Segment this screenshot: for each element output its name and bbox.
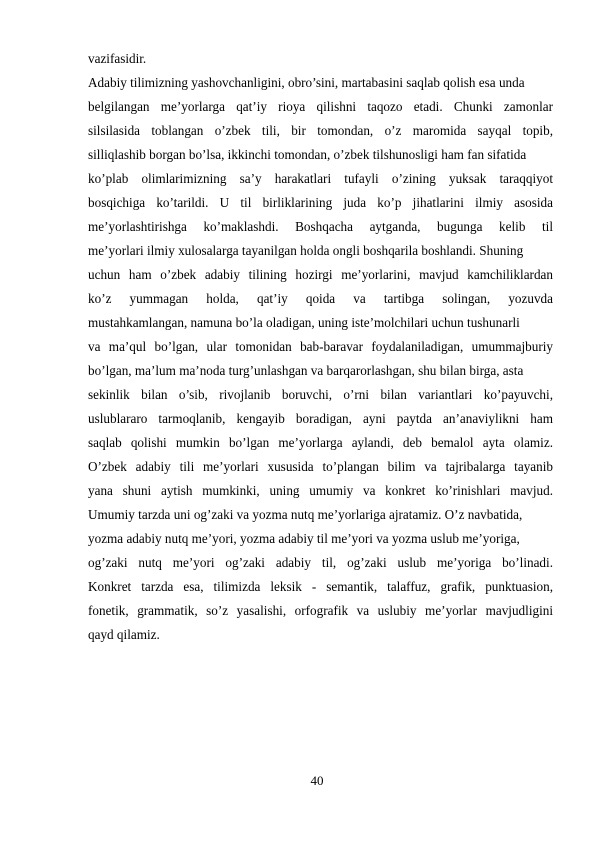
page-number: 40 <box>310 773 324 788</box>
text-line: bo’lgan, ma’lum ma’noda turg’unlashgan va barqarorlashgan, shu bilan birga, asta <box>88 363 524 378</box>
text-line: qayd qilamiz. <box>88 627 160 642</box>
text-line: uslublararo tarmoqlanib, kengayib boradigan, ayni paytda an’anaviylikni ham <box>88 411 553 426</box>
text-line: vazifasidir. <box>88 51 147 66</box>
text-line: mustahkamlangan, namuna bo’la oladigan, uning iste’molchilari uchun tushunarli <box>88 315 520 330</box>
text-line: yozma adabiy nutq me’yori, yozma adabiy til me’yori va yozma uslub me’yoriga, <box>88 531 520 546</box>
text-line: sekinlik bilan o’sib, rivojlanib boruvchi, o’rni bilan variantlari ko’payuvchi, <box>88 387 553 402</box>
text-line: bosqichiga ko’tarildi. U til birliklarining juda ko’p jihatlarini ilmiy asosida <box>88 195 553 210</box>
text-line: belgilangan me’yorlarga qat’iy rioya qilishni taqozo etadi. Chunki zamonlar <box>88 99 553 114</box>
text-line: Adabiy tilimizning yashovchanligini, obro’sini, martabasini saqlab qolish esa unda <box>88 75 525 90</box>
text-line: saqlab qolishi mumkin bo’lgan me’yorlarga aylandi, deb bemalol ayta olamiz. <box>88 435 553 450</box>
text-line: O’zbek adabiy tili me’yorlari xususida to’plangan bilim va tajribalarga tayanib <box>88 459 553 474</box>
text-line: ko’z yummagan holda, qat’iy qoida va tartibga solingan, yozuvda <box>88 291 553 306</box>
text-line: va ma’qul bo’lgan, ular tomonidan bab-baravar foydalaniladigan, umummajburiy <box>88 339 553 354</box>
text-line: silliqlashib borgan bo’lsa, ikkinchi tomondan, o’zbek tilshunosligi ham fan sifatida <box>88 147 527 162</box>
text-line: ko’plab olimlarimizning sa’y harakatlari tufayli o’zining yuksak taraqqiyot <box>88 171 553 186</box>
text-line: silsilasida toblangan o’zbek tili, bir tomondan, o’z maromida sayqal topib, <box>88 123 553 138</box>
text-line: uchun ham o’zbek adabiy tilining hozirgi me’yorlarini, mavjud kamchiliklardan <box>88 267 553 282</box>
text-line: fonetik, grammatik, so’z yasalishi, orfografik va uslubiy me’yorlar mavjudligini <box>88 603 553 618</box>
text-line: me’yorlari ilmiy xulosalarga tayanilgan holda ongli boshqarila boshlandi. Shuning <box>88 243 524 258</box>
text-line: Konkret tarzda esa, tilimizda leksik - semantik, talaffuz, grafik, punktuasion, <box>88 579 553 594</box>
text-line: Umumiy tarzda uni og’zaki va yozma nutq me’yorlariga ajratamiz. O’z navbatida, <box>88 507 523 522</box>
text-line: og’zaki nutq me’yori og’zaki adabiy til, og’zaki uslub me’yoriga bo’linadi. <box>88 555 553 570</box>
text-line: me’yorlashtirishga ko’maklashdi. Boshqacha aytganda, bugunga kelib til <box>88 219 553 234</box>
body-text <box>88 47 553 647</box>
text-line: yana shuni aytish mumkinki, uning umumiy va konkret ko’rinishlari mavjud. <box>88 483 553 498</box>
